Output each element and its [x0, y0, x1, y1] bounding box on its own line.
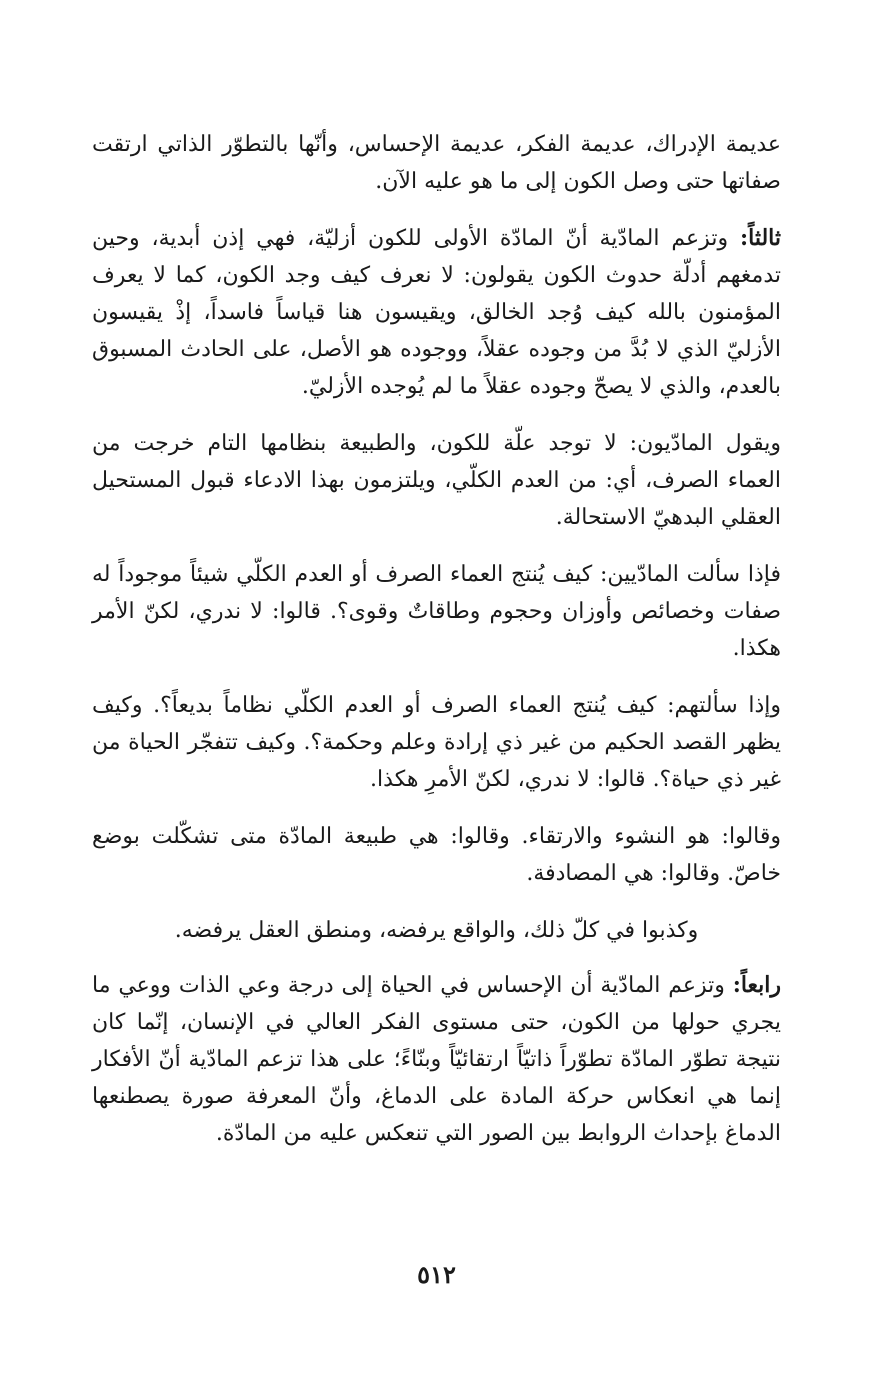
- paragraph-7: [92, 912, 781, 949]
- paragraph-2: [92, 220, 781, 405]
- paragraph-8-text: وتزعم المادّية أن الإحساس في الحياة إلى درجة وعي الذات ووعي ما يجري حولها من الكون، حتى مستوى الفكر العالي في الإنسان، إنّما كان نتيجة تطوّر المادّة تطوّراً ذاتيّاً ارتقائيّاً وبنّاءً؛ على هذا تزعم المادّية أنّ الأفكار إنما هي انعكاس حركة المادة على الدماغ، وأنّ المعرفة صورة يصطنعها الدماغ بإحداث الروابط بين الصور التي تنعكس عليه من المادّة.: [92, 973, 781, 1146]
- paragraph-4: [92, 556, 781, 667]
- paragraph-2-lead: ثالثاً:: [740, 225, 781, 251]
- paragraph-7-text: وكذبوا في كلّ ذلك، والواقع يرفضه، ومنطق العقل يرفضه.: [174, 918, 699, 943]
- paragraph-8: [92, 967, 781, 1152]
- paragraph-4-text: فإذا سألت المادّيين: كيف يُنتج العماء الصرف أو العدم الكلّي شيئاً موجوداً له صفات وخصائص وأوزان وحجوم وطاقاتٌ وقوى؟. قالوا: لا ندري، لكنّ الأمر هكذا.: [92, 562, 781, 661]
- page-number: ٥١٢: [417, 1260, 456, 1289]
- paragraph-2-text: وتزعم المادّية أنّ المادّة الأولى للكون أزليّة، فهي إذن أبدية، وحين تدمغهم أدلّة حدوث الكون يقولون: لا نعرف كيف وجد الكون، كما لا يعرف المؤمنون بالله كيف وُجد الخالق، ويقيسون هنا قياساً فاسداً، إذْ يقيسون الأزليّ الذي لا بُدَّ من وجوده عقلاً، ووجوده هو الأصل، على الحادث المسبوق بالعدم، والذي لا يصحّ وجوده عقلاً ما لم يُوجده الأزليّ.: [92, 226, 781, 399]
- paragraph-1: [92, 126, 781, 200]
- paragraph-8-lead: رابعاً:: [732, 972, 781, 998]
- paragraph-3: [92, 425, 781, 536]
- paragraph-3-text: ويقول المادّيون: لا توجد علّة للكون، والطبيعة بنظامها التام خرجت من العماء الصرف، أي: من العدم الكلّي، ويلتزمون بهذا الادعاء قبول المستحيل العقلي البدهيّ الاستحالة.: [92, 431, 781, 530]
- paragraph-6: [92, 818, 781, 892]
- paragraph-6-text: وقالوا: هو النشوء والارتقاء. وقالوا: هي طبيعة المادّة متى تشكّلت بوضع خاصّ. وقالوا: هي المصادفة.: [92, 824, 781, 886]
- paragraph-5: [92, 687, 781, 798]
- paragraph-1-text: عديمة الإدراك، عديمة الفكر، عديمة الإحساس، وأنّها بالتطوّر الذاتي ارتقت صفاتها حتى وصل الكون إلى ما هو عليه الآن.: [92, 132, 781, 194]
- paragraph-5-text: وإذا سألتهم: كيف يُنتج العماء الصرف أو العدم الكلّي نظاماً بديعاً؟. وكيف يظهر القصد الحكيم من غير ذي إرادة وعلم وحكمة؟. وكيف تتفجّر الحياة من غير ذي حياة؟. قالوا: لا ندري، لكنّ الأمرِ هكذا.: [92, 693, 781, 792]
